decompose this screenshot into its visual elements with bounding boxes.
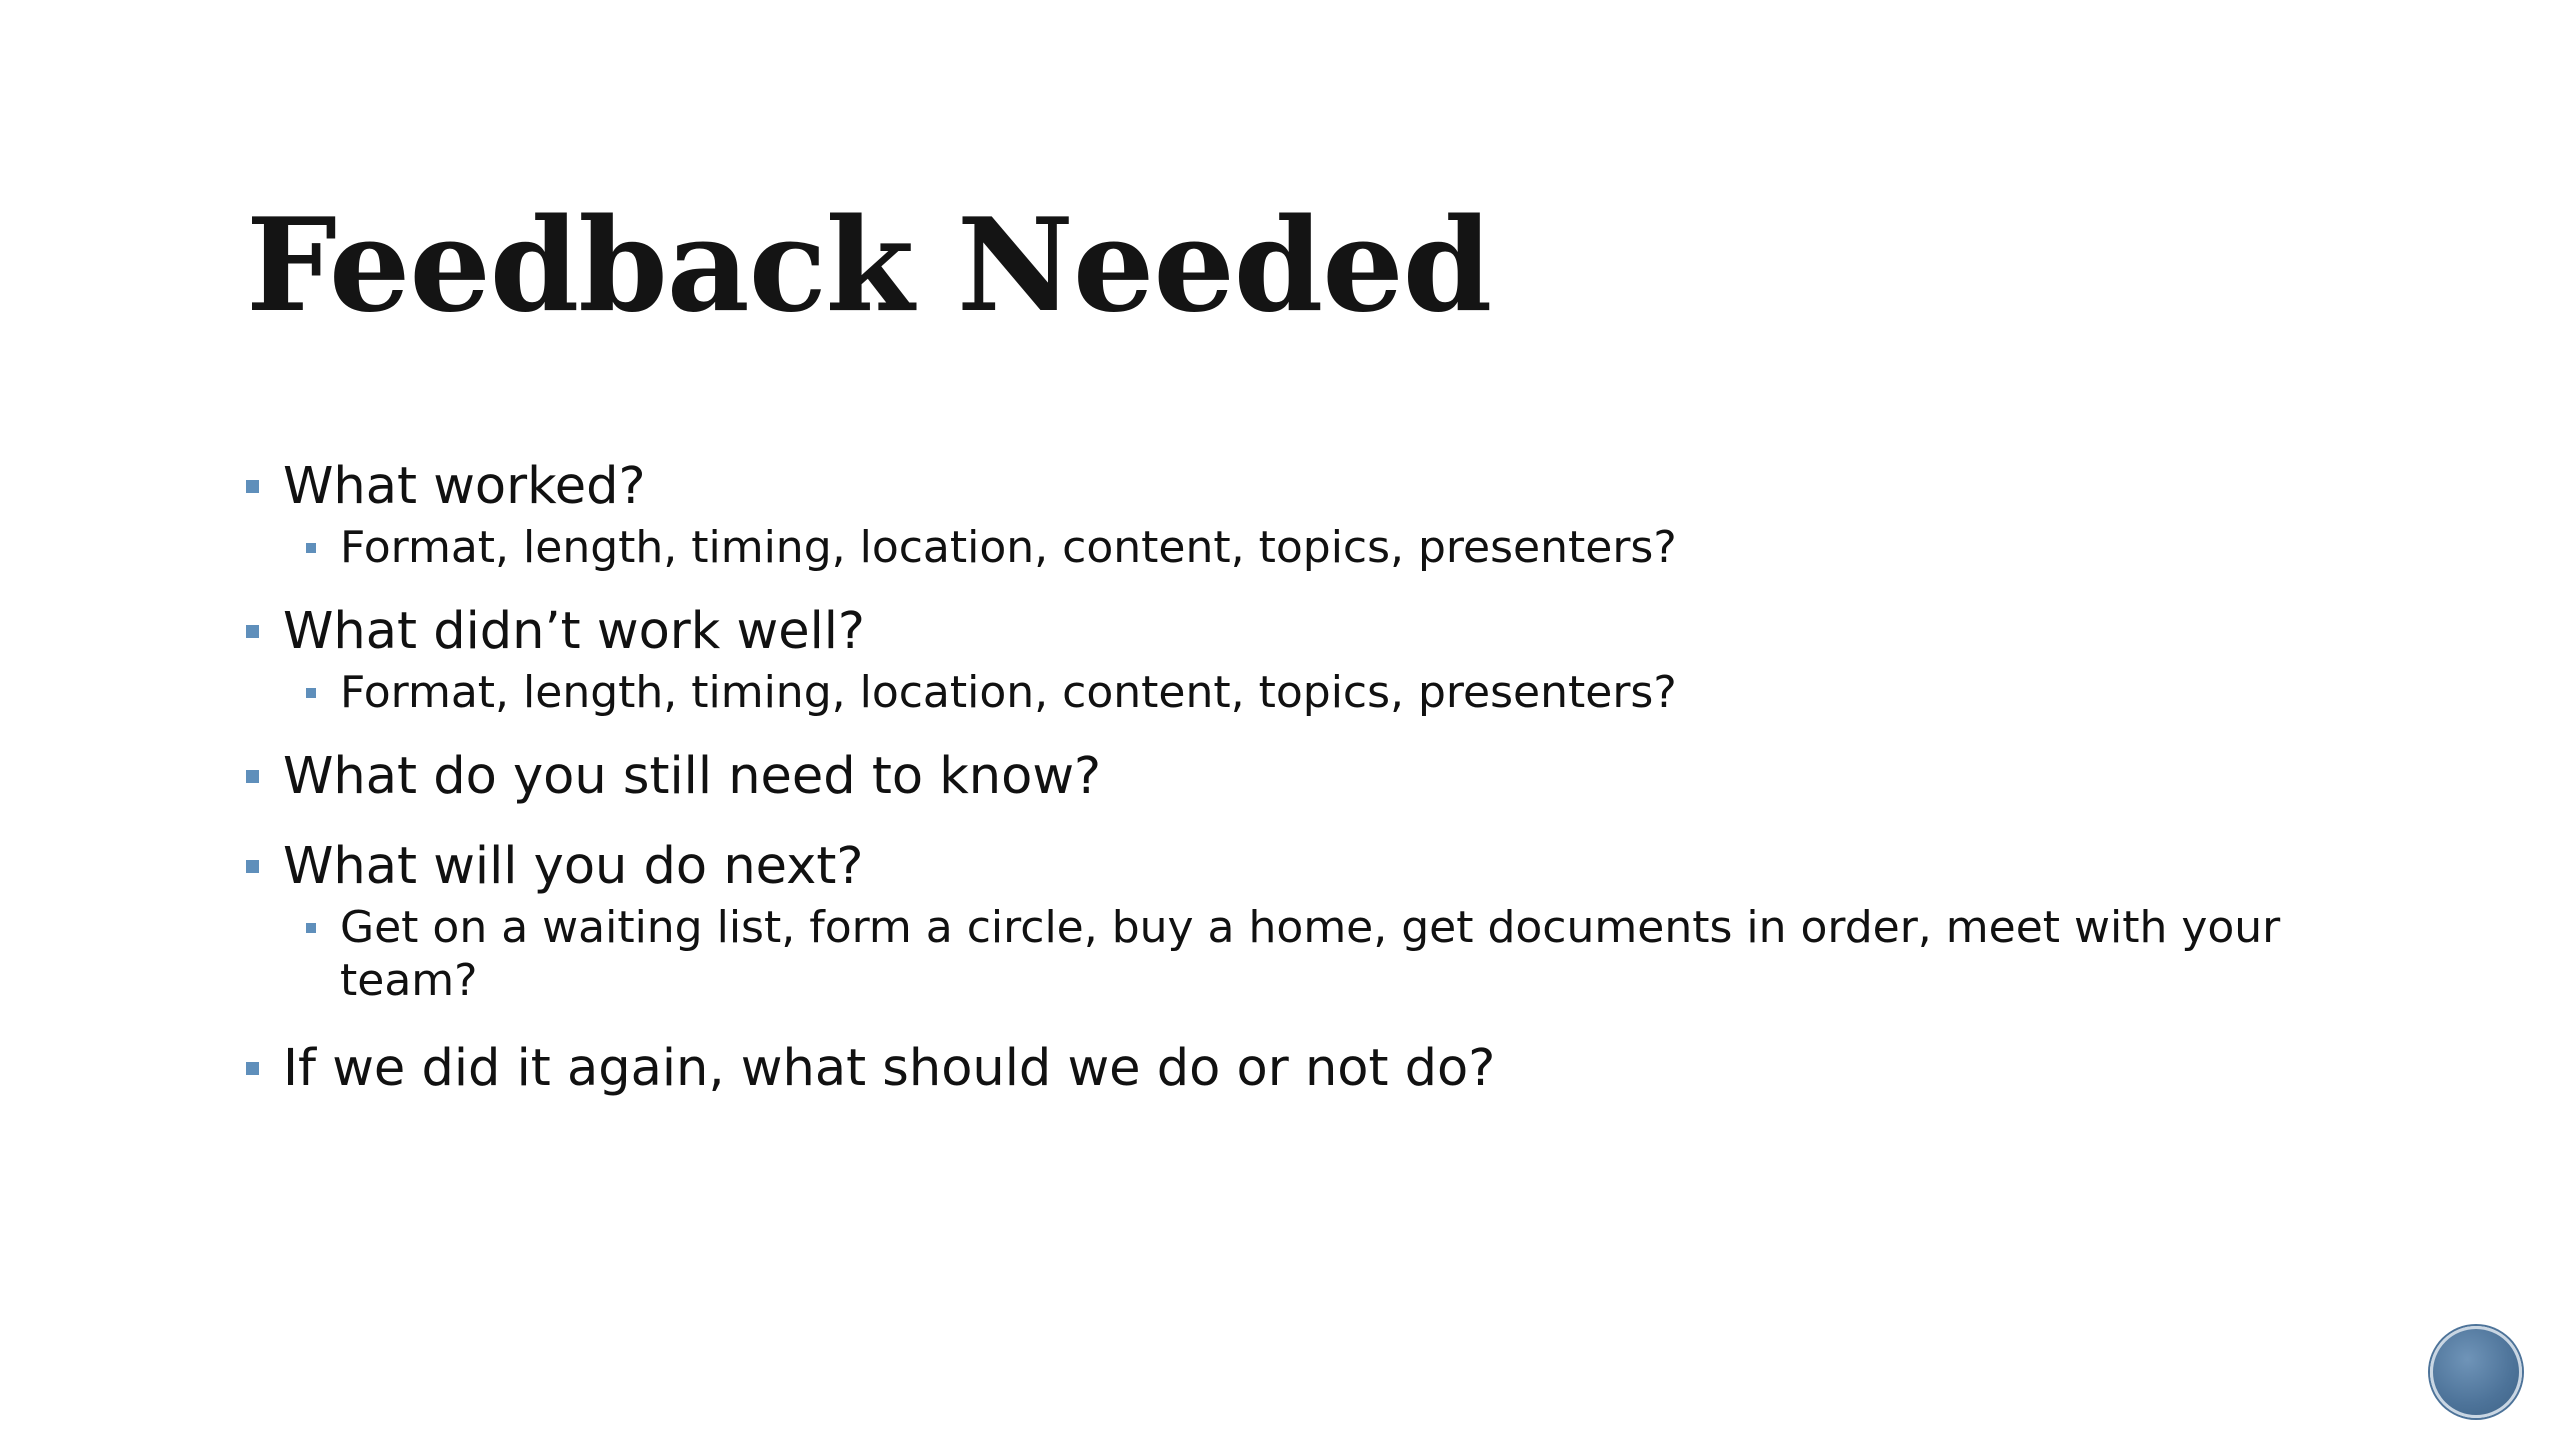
sub-bullet-square-icon (306, 688, 316, 698)
bullet-text: What worked? (283, 457, 646, 516)
bullet-item (246, 455, 2346, 519)
sub-bullet-text: Format, length, timing, location, content, topics, presenters? (340, 522, 1677, 573)
sub-bullet-item (246, 666, 2346, 719)
bullet-item (246, 1037, 2346, 1101)
sub-bullet-square-icon (306, 543, 316, 553)
slide-title: Feedback Needed (246, 191, 1492, 341)
sub-bullet-square-icon (306, 923, 316, 933)
bullet-square-icon (246, 625, 259, 638)
sub-bullet-text: Get on a waiting list, form a circle, buy a home, get documents in order, meet with your team? (340, 902, 2281, 1006)
bullet-text: What will you do next? (283, 837, 864, 896)
sub-bullet-item (246, 521, 2346, 574)
bullet-square-icon (246, 860, 259, 873)
bullet-square-icon (246, 480, 259, 493)
bullet-text: If we did it again, what should we do or not do? (283, 1039, 1496, 1098)
bullet-item (246, 745, 2346, 809)
bullet-list (246, 455, 2346, 1101)
bullet-square-icon (246, 1062, 259, 1075)
bullet-text: What didn’t work well? (283, 602, 865, 661)
bullet-text: What do you still need to know? (283, 747, 1102, 806)
sub-bullet-text: Format, length, timing, location, content, topics, presenters? (340, 667, 1677, 718)
sub-bullet-item (246, 901, 2346, 1007)
bullet-item (246, 600, 2346, 664)
circle-nav-icon[interactable] (2430, 1326, 2522, 1418)
bullet-item (246, 835, 2346, 899)
bullet-square-icon (246, 770, 259, 783)
